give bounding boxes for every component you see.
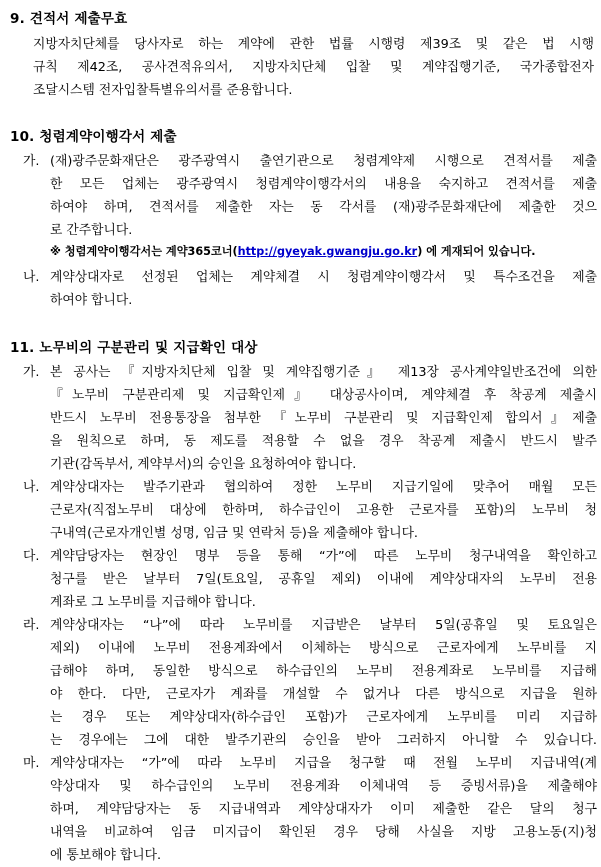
- section-11-ma-line: 내역을 비교하여 임금 미지급이 확인된 경우 당해 사실을 지방 고용노동(지)청: [50, 825, 597, 840]
- section-11-ra-line: 제외) 이내에 노무비 전용계좌에서 이체하는 방식으로 근로자에게 노무비를 지: [50, 641, 597, 656]
- section-10-ga-line: 하여야 하며, 견적서를 제출한 자는 동 각서를 (재)광주문화재단에 제출한 것으: [50, 200, 597, 215]
- notice-suffix: ) 에 게재되어 있습니다.: [417, 245, 536, 258]
- section-10-na-line: 하여야 합니다.: [50, 293, 133, 308]
- notice-line: [50, 243, 536, 259]
- contract-365-link[interactable]: http://gyeyak.gwangju.go.kr: [237, 245, 418, 258]
- item-marker: 나.: [23, 270, 40, 285]
- section-10-ga-line: 로 간주합니다.: [50, 223, 133, 238]
- item-marker: 라.: [23, 618, 40, 633]
- section-11-ma-line: 약상대자 및 하수급인의 노무비 전용계좌 이체내역 등 증빙서류)을 제출해야: [50, 779, 598, 794]
- section-11-ga-line: 본 공사는 『지방자치단체 입찰 및 계약집행기준』 제13장 공사계약일반조건에 의한: [50, 365, 597, 380]
- section-11-da-line: 계좌로 그 노무비를 지급해야 합니다.: [50, 595, 256, 610]
- section-11-ra-line: 계약상대자는 “나”에 따라 노무비를 지급받은 날부터 5일(공휴일 및 토요일은: [50, 618, 597, 633]
- section-10-ga-line: (재)광주문화재단은 광주광역시 출연기관으로 청렴계약제 시행으로 견적서를 제출: [50, 154, 597, 169]
- section-11-na-line: 구내역(근로자개인별 성명, 임금 및 연락처 등)을 제출해야 합니다.: [50, 526, 419, 541]
- section-11-ga-line: 반드시 노무비 전용통장을 첨부한 『노무비 구분관리 및 지급확인제 합의서』제출: [50, 411, 597, 426]
- item-marker: 다.: [23, 549, 40, 564]
- section-10-heading: 10. 청렴계약이행각서 제출: [10, 129, 177, 145]
- section-11-na-line: 근로자(직접노무비 대상에 한하며, 하수급인이 고용한 근로자를 포함)의 노무비 청: [50, 503, 597, 518]
- item-marker: 마.: [23, 756, 40, 771]
- section-11-ma-line: 계약상대자는 “가”에 따라 노무비 지급을 청구할 때 전월 노무비 지급내역(계: [50, 756, 597, 771]
- section-9-line: 규칙 제42조, 공사견적유의서, 지방자치단체 입찰 및 계약집행기준, 국가종합전자: [33, 60, 594, 75]
- section-10-na-line: 계약상대자로 선정된 업체는 계약체결 시 청렴계약이행각서 및 특수조건을 제출: [50, 270, 597, 285]
- section-9-heading: 9. 견적서 제출무효: [10, 11, 128, 27]
- section-11-ga-line: 『노무비 구분관리제 및 지급확인제』 대상공사이며, 계약체결 후 착공계 제출시: [50, 388, 597, 403]
- section-11-ra-line: 급해야 하며, 동일한 방식으로 하수급인의 노무비 전용계좌로 노무비를 지급해: [50, 664, 597, 679]
- section-11-ma-line: 에 통보해야 합니다.: [50, 848, 162, 863]
- section-11-heading: 11. 노무비의 구분관리 및 지급확인 대상: [10, 340, 258, 356]
- section-9-line: 조달시스템 전자입찰특별유의서를 준용합니다.: [33, 83, 293, 98]
- section-11-da-line: 계약담당자는 현장인 명부 등을 통해 “가”에 따른 노무비 청구내역을 확인하고: [50, 549, 597, 564]
- section-9-line: 지방자치단체를 당사자로 하는 계약에 관한 법률 시행령 제39조 및 같은 법 시행: [33, 37, 594, 52]
- section-11-ra-line: 는 경우 또는 계약상대자(하수급인 포함)가 근로자에게 노무비를 미리 지급하: [50, 710, 597, 725]
- section-10-ga-line: 한 모든 업체는 광주광역시 청렴계약이행각서의 내용을 숙지하고 견적서를 제출: [50, 177, 597, 192]
- section-11-da-line: 청구를 받은 날부터 7일(토요일, 공휴일 제외) 이내에 계약상대자의 노무비 전용: [50, 572, 597, 587]
- item-marker: 가.: [23, 154, 40, 169]
- section-11-ga-line: 기관(감독부서, 계약부서)의 승인을 요청하여야 합니다.: [50, 457, 357, 472]
- section-11-ma-line: 하며, 계약담당자는 동 지급내역과 계약상대자가 이미 제출한 같은 달의 청구: [50, 802, 597, 817]
- section-11-na-line: 계약상대자는 발주기관과 협의하여 정한 노무비 지급기일에 맞추어 매월 모든: [50, 480, 597, 495]
- section-11-ra-line: 는 경우에는 그에 대한 발주기관의 승인을 받아 그러하지 아니할 수 있습니다.: [50, 733, 597, 748]
- item-marker: 나.: [23, 480, 40, 495]
- item-marker: 가.: [23, 365, 40, 380]
- section-11-ra-line: 야 한다. 다만, 근로자가 계좌를 개설할 수 없거나 다른 방식으로 지급을 원하: [50, 687, 597, 702]
- notice-prefix: ※ 청렴계약이행각서는 계약365코너(: [50, 245, 238, 258]
- section-11-ga-line: 을 원칙으로 하며, 동 제도를 적용할 수 없을 경우 착공계 제출시 반드시 발주: [50, 434, 597, 449]
